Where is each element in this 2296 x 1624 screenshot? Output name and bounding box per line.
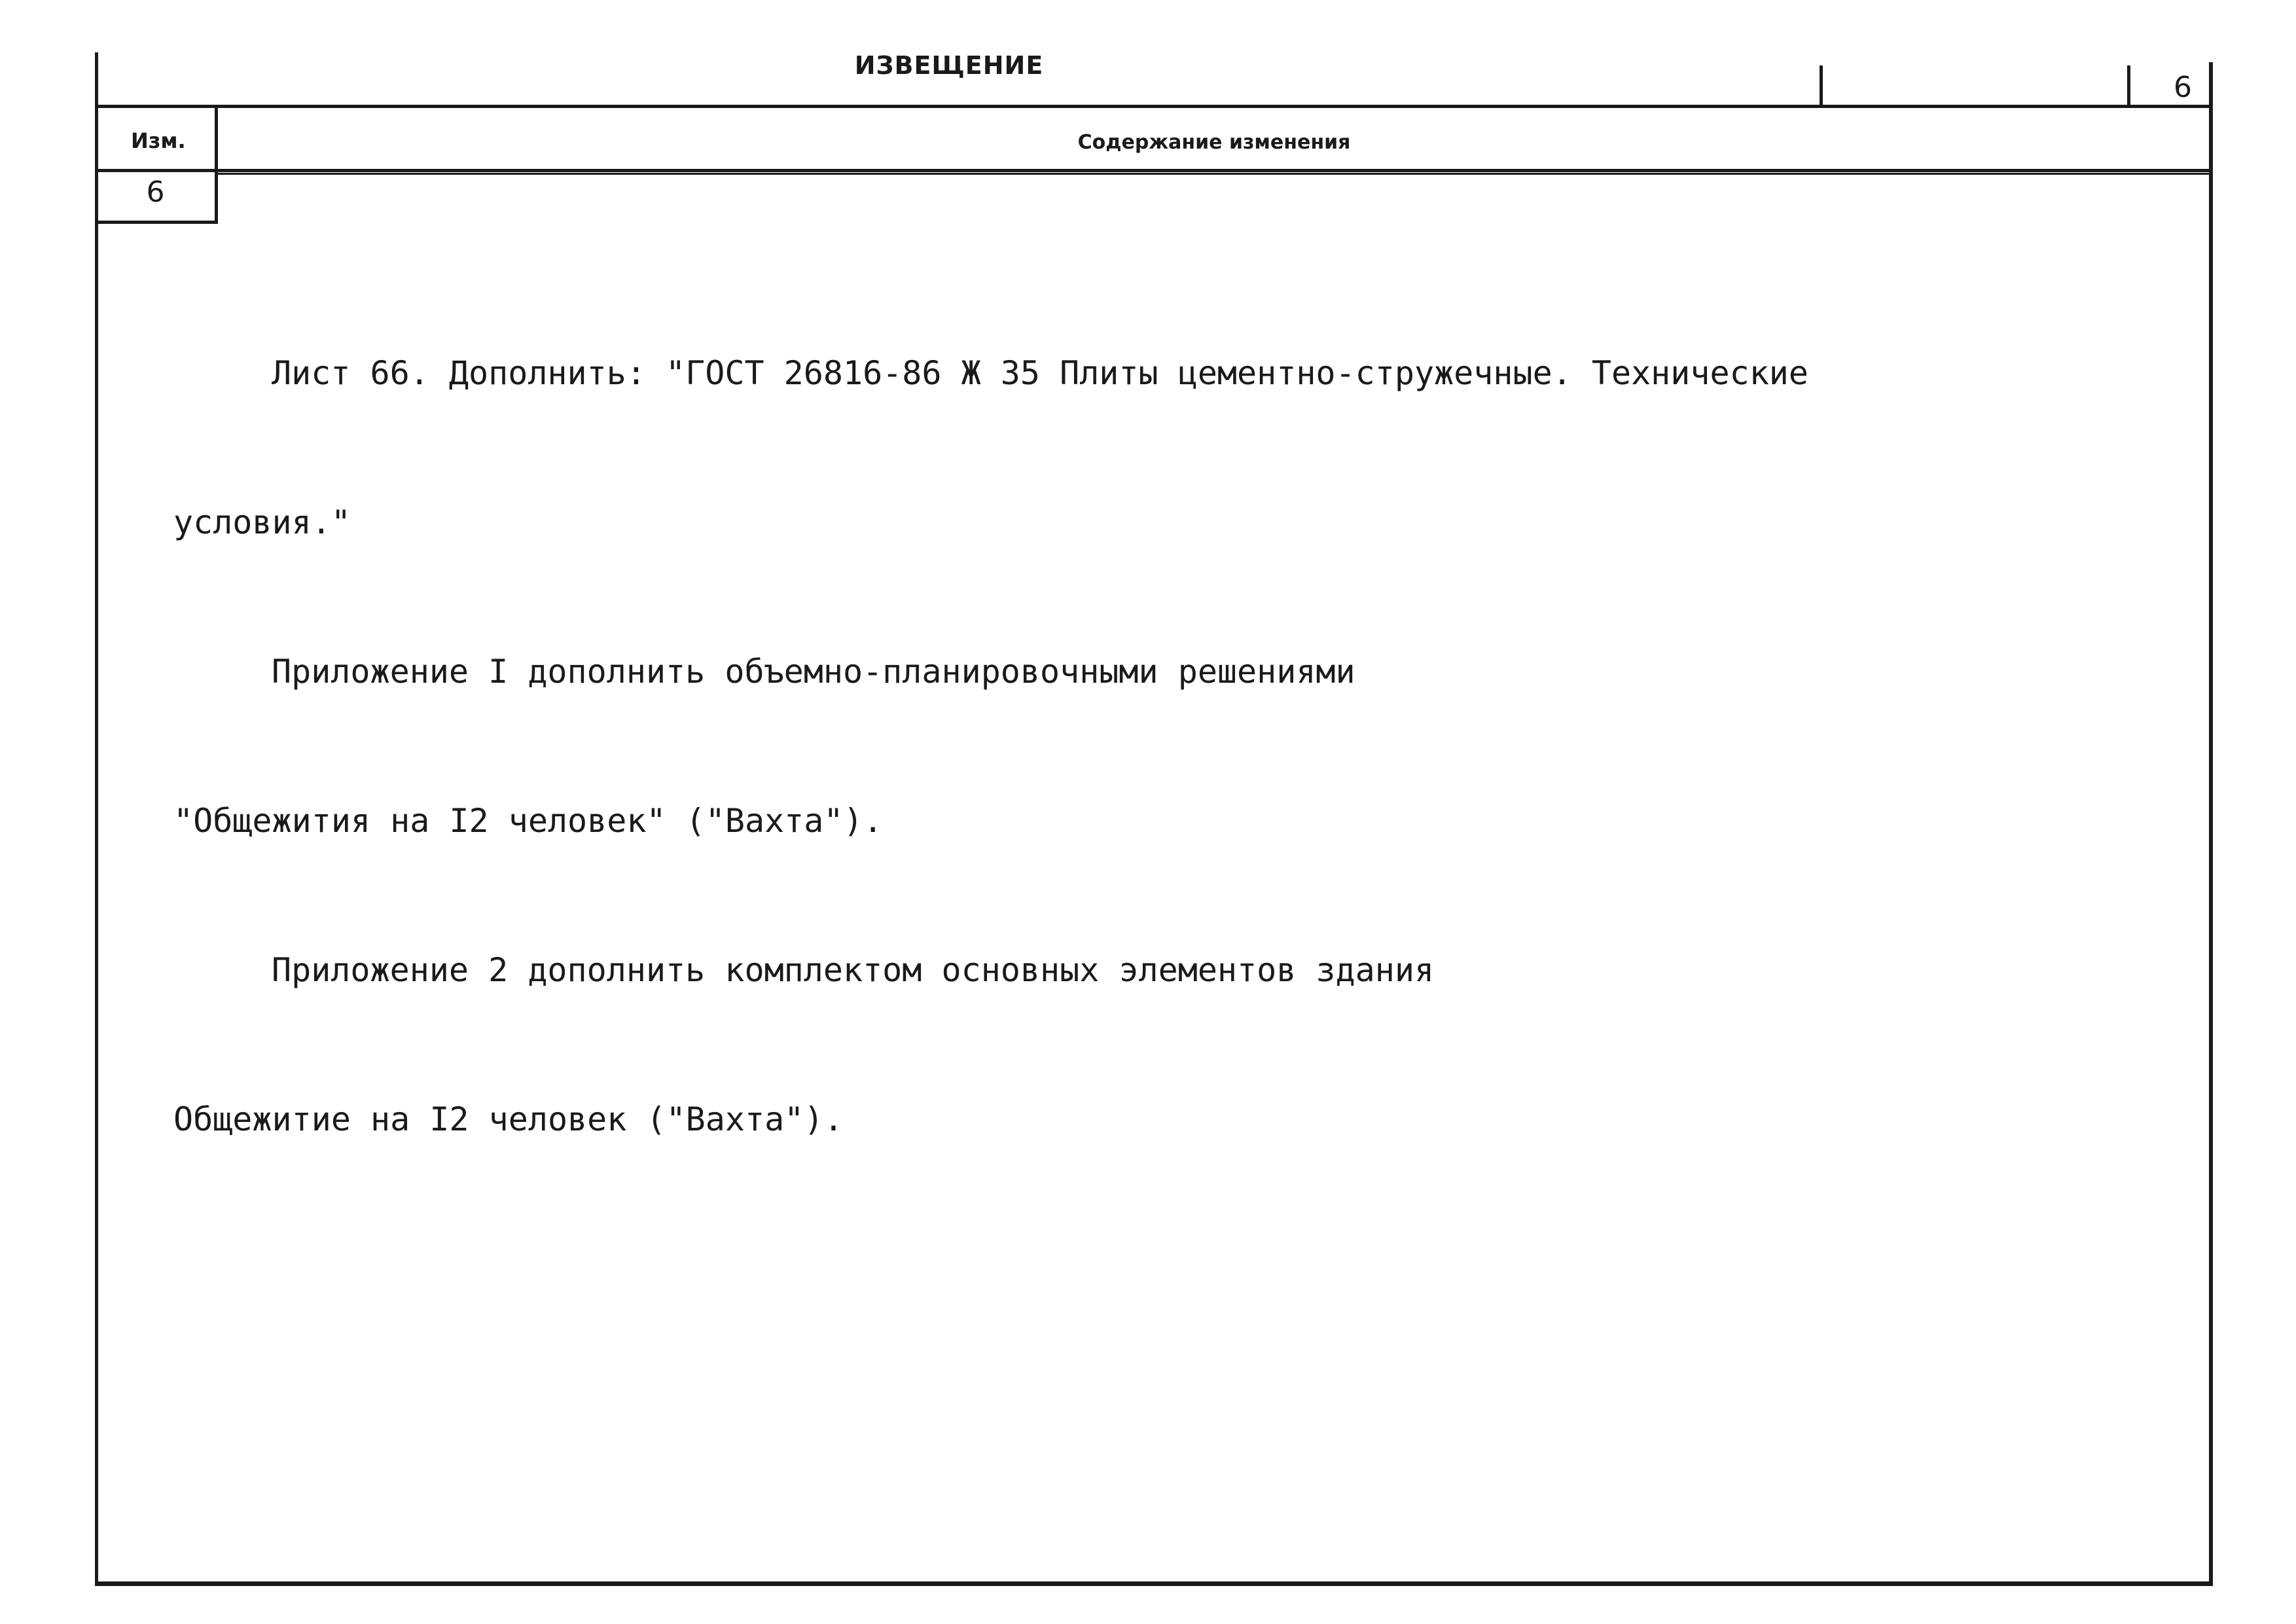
content-line-5: Приложение 2 дополнить комплектом основных элементов здания [272, 951, 1435, 989]
content-line-3: Приложение I дополнить объемно-планировочными решениями [272, 653, 1355, 691]
column-izm-label: Изм. [131, 128, 186, 153]
content-line-2: условия." [173, 503, 351, 541]
content-line-6: Общежитие на I2 человек ("Вахта"). [173, 1100, 844, 1138]
frame-top-rule [95, 105, 2212, 108]
content-line-1: Лист 66. Дополнить: "ГОСТ 26816-86 Ж 35 Плиты цементно-стружечные. Технические [272, 354, 1808, 392]
header-divider-2 [2127, 65, 2130, 106]
izm-cell-bottom-rule [95, 221, 218, 224]
content-line-4: "Общежития на I2 человек" ("Вахта"). [173, 802, 883, 840]
frame-bottom-border [95, 1581, 2213, 1586]
revision-number: 6 [146, 175, 165, 209]
header-divider-1 [1820, 65, 1823, 106]
document-title: ИЗВЕЩЕНИЕ [854, 51, 1044, 80]
column-content-label: Содержание изменения [1077, 131, 1351, 154]
column-header-bottom-rule [95, 169, 2212, 172]
sheet-number: 6 [2174, 71, 2192, 104]
frame-right-border [2209, 62, 2213, 1584]
column-header-double-rule [216, 173, 2212, 175]
change-content [173, 249, 2170, 1244]
frame-left-border [95, 52, 98, 1584]
